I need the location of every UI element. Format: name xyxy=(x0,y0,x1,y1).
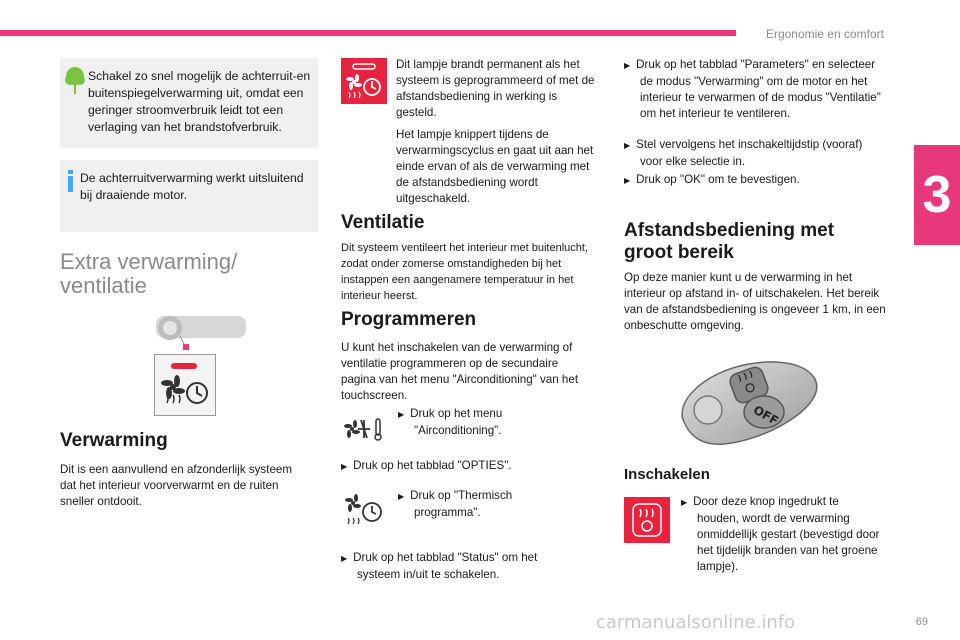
lamp-text-1: Dit lampje brandt permanent als het systeem is geprogrammeerd of met de afstandsbediening in werking is gesteld. xyxy=(396,58,595,119)
arrow-icon: ▶ xyxy=(398,492,405,501)
lamp-text-2: Het lampje knippert tijdens de verwarmingscyclus en gaat uit aan het einde ervan of als de verwarming met de afstandsbediening wordt uitgeschakeld. xyxy=(396,128,594,205)
arrow-icon: ▶ xyxy=(398,410,405,419)
leaf-icon xyxy=(64,66,86,96)
arrow-icon: ▶ xyxy=(681,498,688,507)
arrow-icon: ▶ xyxy=(341,462,348,471)
arrow-icon: ▶ xyxy=(341,554,348,563)
thermisch-programma-icon xyxy=(342,492,386,526)
programmeren-heading: Programmeren xyxy=(341,309,477,330)
heater-timer-lamp-icon xyxy=(154,354,216,416)
step-7: ▶ Druk op "OK" om te bevestigen. xyxy=(624,173,800,186)
verwarming-text: Dit is een aanvullend en afzonderlijk systeem dat het interieur voorverwarmt en de ruiten sneller ontdooit. xyxy=(60,463,292,508)
heater-timer-red-icon xyxy=(341,58,387,104)
arrow-icon: ▶ xyxy=(624,61,631,70)
arrow-icon: ▶ xyxy=(624,176,631,185)
chapter-tab: 3 xyxy=(914,145,960,245)
step-3: ▶ Druk op "Thermisch programma". xyxy=(398,489,513,519)
inschakelen-heading: Inschakelen xyxy=(624,466,710,483)
ventilatie-heading: Ventilatie xyxy=(341,212,425,233)
step-6: ▶ Stel vervolgens het inschakeltijdstip (vooraf) voor elke selectie in. xyxy=(624,138,863,168)
step-4: ▶ Druk op het tabblad "Status" om het systeem in/uit te schakelen. xyxy=(341,551,538,581)
info-icon xyxy=(66,170,76,192)
airconditioning-icon xyxy=(344,416,384,442)
header-title: Ergonomie en comfort xyxy=(765,27,884,41)
info-note xyxy=(60,160,318,232)
info-text: De achterruitverwarming werkt uitsluitend bij draaiende motor. xyxy=(80,171,304,202)
inschakelen-text: ▶ Door deze knop ingedrukt te houden, wordt de verwarming onmiddellijk gestart (bevestigd door het tijdelijk branden van het groene lampje). xyxy=(681,495,880,573)
header-accent-bar xyxy=(0,30,736,36)
remote-text: Op deze manier kunt u de verwarming in het interieur op afstand in- of uitschakelen. Het bereik van de afstandsbediening is ongeveer 1 km, in een onbeschutte omgeving. xyxy=(624,271,886,332)
programmeren-text: U kunt het inschakelen van de verwarming of ventilatie programmeren op de secundaire pagina van het menu "Airconditioning" van het touchscreen. xyxy=(341,341,579,402)
dashboard-illustration xyxy=(140,308,250,352)
remote-control-illustration xyxy=(674,352,824,452)
step-5: ▶ Druk op het tabblad "Parameters" en selecteer de modus "Verwarming" om de motor en het interieur te verwarmen of de modus "Ventilatie" om het interieur te ventileren. xyxy=(624,58,881,120)
verwarming-heading: Verwarming xyxy=(60,430,168,451)
step-2: ▶ Druk op het tabblad "OPTIES". xyxy=(341,459,512,472)
step-1: ▶ Druk op het menu "Airconditioning". xyxy=(398,407,503,437)
section-title: Extra verwarming/ ventilatie xyxy=(60,249,238,298)
remote-heading: Afstandsbediening met groot bereik xyxy=(624,220,835,263)
remote-off-label: OFF xyxy=(750,402,781,429)
page-number: 69 xyxy=(915,616,928,628)
arrow-icon: ▶ xyxy=(624,141,631,150)
tip-note xyxy=(60,58,318,148)
ventilatie-text: Dit systeem ventileert het interieur met buitenlucht, zodat onder zomerse omstandigheden bij het instappen een aangenamere temperatuur in het interieur heerst. xyxy=(341,242,589,302)
watermark: carmanualsonline.info xyxy=(596,612,796,633)
tip-text: Schakel zo snel mogelijk de achterruit-en buitenspiegelverwarming uit, omdat een geringer stroomverbruik leidt tot een verlaging van het brandstofverbruik. xyxy=(88,69,311,134)
heater-button-icon xyxy=(624,497,670,543)
